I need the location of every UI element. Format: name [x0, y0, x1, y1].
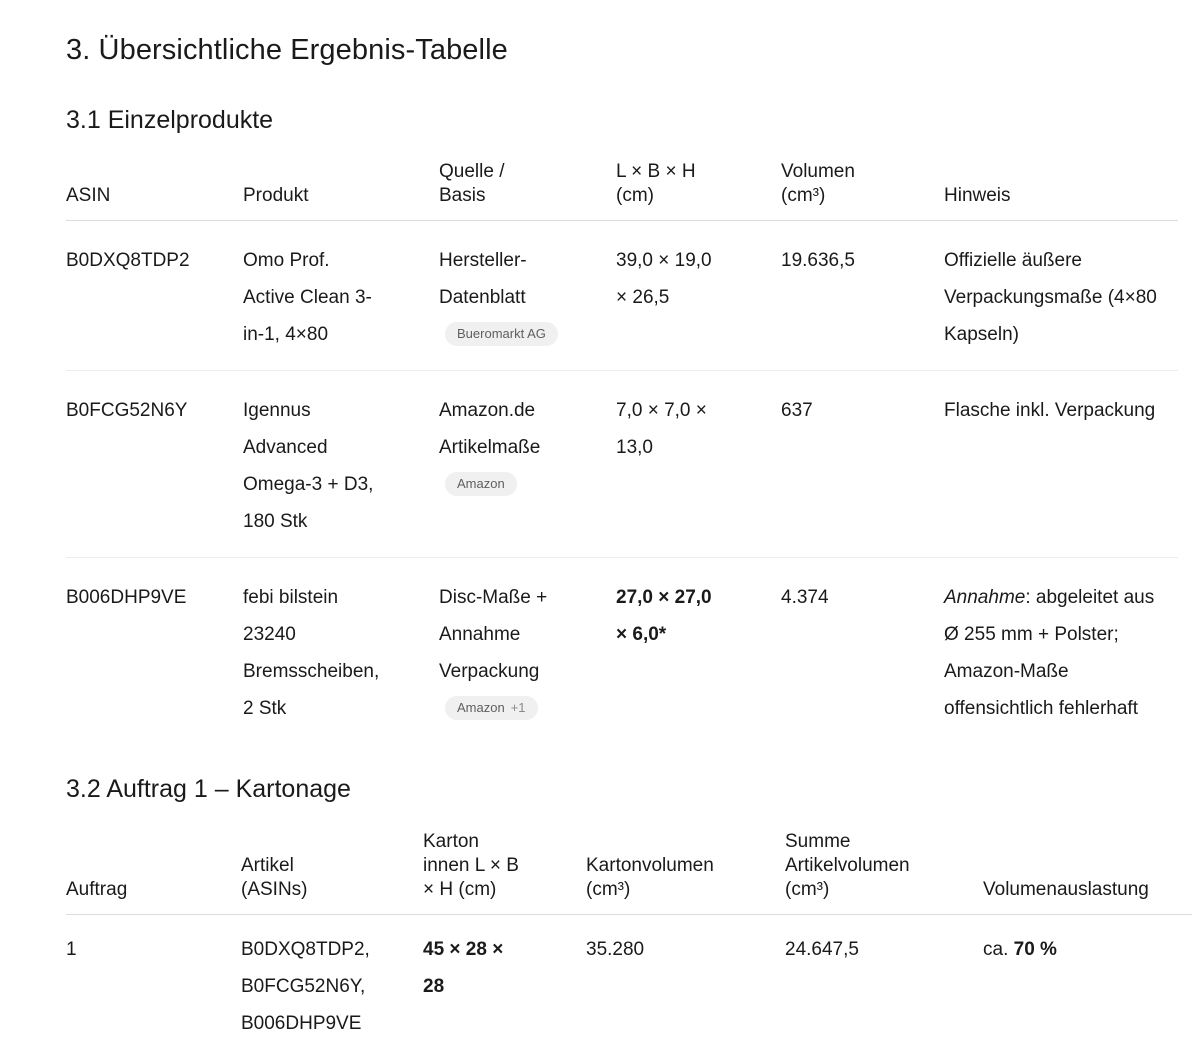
cell-artikel: B0DXQ8TDP2, B0FCG52N6Y, B006DHP9VE — [241, 939, 370, 1034]
cell-karton: 45 × 28 × 28 — [423, 939, 504, 997]
cell-lbh: 27,0 × 27,0 × 6,0* — [616, 587, 712, 645]
col-header-auftrag: Auftrag — [66, 830, 241, 915]
table-header-row — [66, 830, 1192, 915]
cell-hinweis: Flasche inkl. Verpackung — [944, 371, 1178, 558]
cell-volumen: 4.374 — [781, 587, 829, 608]
cell-kartonvolumen: 35.280 — [586, 939, 645, 960]
col-header-lbh: L × B × H (cm) — [616, 160, 781, 221]
cell-asin: B0FCG52N6Y — [66, 371, 243, 558]
col-header-hinweis: Hinweis — [944, 160, 1178, 221]
source-citation-pill[interactable]: Amazon +1 — [445, 696, 538, 720]
col-header-summe-artikelvolumen: Summe Artikelvolumen (cm³) — [785, 830, 983, 915]
cell-summe-artikelvolumen: 24.647,5 — [785, 939, 859, 960]
table-header-row — [66, 160, 1178, 221]
col-header-kartonvolumen: Kartonvolumen (cm³) — [586, 830, 785, 915]
table-row — [66, 915, 1192, 1043]
cell-asin: B0DXQ8TDP2 — [66, 221, 243, 371]
cell-produkt: Omo Prof. Active Clean 3- in-1, 4×80 — [243, 221, 439, 371]
col-header-volumen: Volumen (cm³) — [781, 160, 944, 221]
cell-quelle: Hersteller- Datenblatt Bueromarkt AG — [439, 221, 616, 371]
cell-quelle: Amazon.de Artikelmaße Amazon — [439, 371, 616, 558]
table-row — [66, 558, 1178, 745]
cell-asin: B006DHP9VE — [66, 587, 187, 608]
cell-produkt: Igennus Advanced Omega-3 + D3, 180 Stk — [243, 371, 439, 558]
cell-produkt: febi bilstein 23240 Bremsscheiben, 2 Stk — [243, 587, 380, 719]
col-header-produkt: Produkt — [243, 160, 439, 221]
cell-hinweis: Offizielle äußere Verpackungsmaße (4×80 Kapseln) — [944, 221, 1178, 371]
cell-volumenauslastung: ca. 70 % — [983, 939, 1057, 960]
table-row — [66, 371, 1178, 558]
section-title: 3. Übersichtliche Ergebnis-Tabelle — [66, 34, 508, 66]
col-header-volumenauslastung: Volumenauslastung — [983, 830, 1192, 915]
cell-volumen: 637 — [781, 371, 944, 558]
cell-volumen: 19.636,5 — [781, 221, 944, 371]
kartonage-table — [66, 830, 1192, 1042]
cell-lbh: 39,0 × 19,0 × 26,5 — [616, 221, 781, 371]
source-citation-pill[interactable]: Bueromarkt AG — [445, 322, 558, 346]
cell-lbh: 7,0 × 7,0 × 13,0 — [616, 371, 781, 558]
col-header-quelle: Quelle / Basis — [439, 160, 616, 221]
subsection-title-kartonage: 3.2 Auftrag 1 – Kartonage — [66, 775, 351, 803]
col-header-artikel: Artikel (ASINs) — [241, 830, 423, 915]
col-header-karton: Karton innen L × B × H (cm) — [423, 830, 586, 915]
cell-quelle: Disc-Maße + Annahme Verpackung Amazon +1 — [439, 558, 616, 745]
table-row — [66, 221, 1178, 371]
cell-hinweis: Annahme: abgeleitet aus Ø 255 mm + Polster; Amazon-Maße offensichtlich fehlerhaft — [944, 587, 1155, 719]
subsection-title-einzelprodukte: 3.1 Einzelprodukte — [66, 106, 274, 134]
einzelprodukte-table — [66, 160, 1178, 744]
source-citation-pill[interactable]: Amazon — [445, 472, 517, 496]
col-header-asin: ASIN — [66, 160, 243, 221]
cell-auftrag: 1 — [66, 939, 77, 960]
